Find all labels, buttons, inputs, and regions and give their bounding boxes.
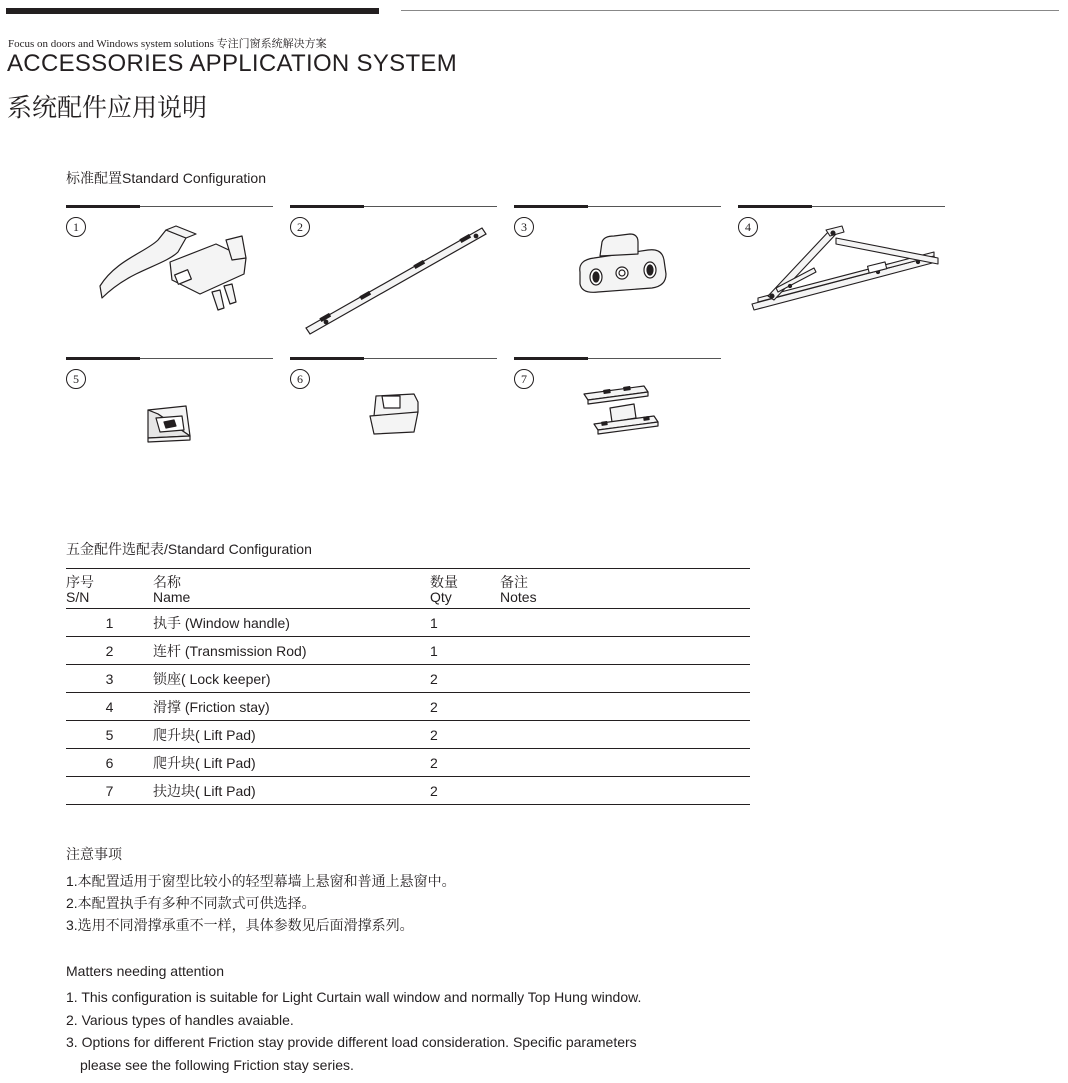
cell-sn: 1 bbox=[66, 609, 153, 637]
header-name-en: Name bbox=[153, 589, 191, 605]
cell-name: 滑撑 (Friction stay) bbox=[153, 693, 430, 721]
lock-keeper-icon bbox=[514, 200, 721, 340]
cell-qty: 1 bbox=[430, 637, 500, 665]
cell-notes bbox=[500, 609, 750, 637]
item-number: 2 bbox=[290, 217, 310, 237]
note-cn-3: 3.选用不同滑撑承重不一样，具体参数见后面滑撑系列。 bbox=[66, 917, 414, 933]
cell-sn: 5 bbox=[66, 721, 153, 749]
table-row bbox=[66, 693, 750, 721]
cell-notes bbox=[500, 637, 750, 665]
cell-sn: 3 bbox=[66, 665, 153, 693]
config-table bbox=[66, 568, 750, 805]
note-en-3-continued: please see the following Friction stay series. bbox=[80, 1057, 354, 1073]
cell-qty: 2 bbox=[430, 749, 500, 777]
cell-name: 扶边块( Lift Pad) bbox=[153, 777, 430, 805]
accessory-card-2 bbox=[290, 200, 497, 340]
cell-sn: 6 bbox=[66, 749, 153, 777]
table-row bbox=[66, 721, 750, 749]
cell-notes bbox=[500, 749, 750, 777]
cell-name: 爬升块( Lift Pad) bbox=[153, 721, 430, 749]
standard-config-label: 标准配置Standard Configuration bbox=[66, 170, 266, 186]
note-cn-2: 2.本配置执手有多种不同款式可供选择。 bbox=[66, 895, 316, 911]
table-header-row bbox=[66, 569, 750, 609]
table-row bbox=[66, 637, 750, 665]
cell-notes bbox=[500, 721, 750, 749]
accessory-card-3 bbox=[514, 200, 721, 340]
header-notes-cn: 备注 bbox=[500, 574, 528, 590]
cell-sn: 4 bbox=[66, 693, 153, 721]
cell-notes bbox=[500, 777, 750, 805]
accessory-card-5 bbox=[66, 352, 273, 492]
note-cn-1: 1.本配置适用于窗型比较小的轻型幕墙上悬窗和普通上悬窗中。 bbox=[66, 873, 456, 889]
notes-title-cn: 注意事项 bbox=[66, 846, 122, 862]
header-name-cn: 名称 bbox=[153, 574, 181, 590]
side-support-block-icon bbox=[514, 352, 721, 492]
cell-name: 连杆 (Transmission Rod) bbox=[153, 637, 430, 665]
page-title-cn: 系统配件应用说明 bbox=[7, 94, 208, 122]
header-thin-rule bbox=[401, 10, 1059, 11]
config-table-label: 五金配件选配表/Standard Configuration bbox=[66, 541, 312, 557]
note-en-2: 2. Various types of handles avaiable. bbox=[66, 1012, 294, 1028]
cell-name: 爬升块( Lift Pad) bbox=[153, 749, 430, 777]
page-title-en: ACCESSORIES APPLICATION SYSTEM bbox=[7, 50, 457, 77]
header-qty-en: Qty bbox=[430, 589, 452, 605]
cell-qty: 1 bbox=[430, 609, 500, 637]
header-notes bbox=[500, 569, 750, 609]
cell-qty: 2 bbox=[430, 665, 500, 693]
table-row bbox=[66, 777, 750, 805]
cell-notes bbox=[500, 693, 750, 721]
item-number: 6 bbox=[290, 369, 310, 389]
accessory-card-1 bbox=[66, 200, 273, 340]
table-row bbox=[66, 749, 750, 777]
item-number: 4 bbox=[738, 217, 758, 237]
header-name bbox=[153, 569, 430, 609]
table-row bbox=[66, 609, 750, 637]
header-sn bbox=[66, 569, 153, 609]
lift-pad-icon bbox=[66, 352, 273, 492]
cell-sn: 2 bbox=[66, 637, 153, 665]
cell-qty: 2 bbox=[430, 693, 500, 721]
item-number: 5 bbox=[66, 369, 86, 389]
lift-pad-icon bbox=[290, 352, 497, 492]
cell-qty: 2 bbox=[430, 777, 500, 805]
note-en-3: 3. Options for different Friction stay provide different load consideration. Specific parameters bbox=[66, 1034, 637, 1050]
notes-title-en: Matters needing attention bbox=[66, 963, 224, 979]
item-number: 7 bbox=[514, 369, 534, 389]
header-qty-cn: 数量 bbox=[430, 574, 458, 590]
cell-notes bbox=[500, 665, 750, 693]
item-number: 3 bbox=[514, 217, 534, 237]
header-sn-cn: 序号 bbox=[66, 574, 94, 590]
cell-name: 锁座( Lock keeper) bbox=[153, 665, 430, 693]
window-handle-icon bbox=[66, 200, 273, 340]
cell-sn: 7 bbox=[66, 777, 153, 805]
friction-stay-icon bbox=[738, 200, 945, 340]
header-thick-rule bbox=[6, 8, 379, 14]
item-number: 1 bbox=[66, 217, 86, 237]
table-row bbox=[66, 665, 750, 693]
accessory-card-7 bbox=[514, 352, 721, 492]
note-en-1: 1. This configuration is suitable for Light Curtain wall window and normally Top Hung window. bbox=[66, 989, 642, 1005]
header-notes-en: Notes bbox=[500, 589, 537, 605]
transmission-rod-icon bbox=[290, 200, 497, 340]
accessory-card-4 bbox=[738, 200, 945, 340]
tagline: Focus on doors and Windows system solutions 专注门窗系统解决方案 bbox=[8, 38, 327, 50]
cell-name: 执手 (Window handle) bbox=[153, 609, 430, 637]
header-sn-en: S/N bbox=[66, 589, 90, 605]
cell-qty: 2 bbox=[430, 721, 500, 749]
accessory-card-6 bbox=[290, 352, 497, 492]
header-qty bbox=[430, 569, 500, 609]
